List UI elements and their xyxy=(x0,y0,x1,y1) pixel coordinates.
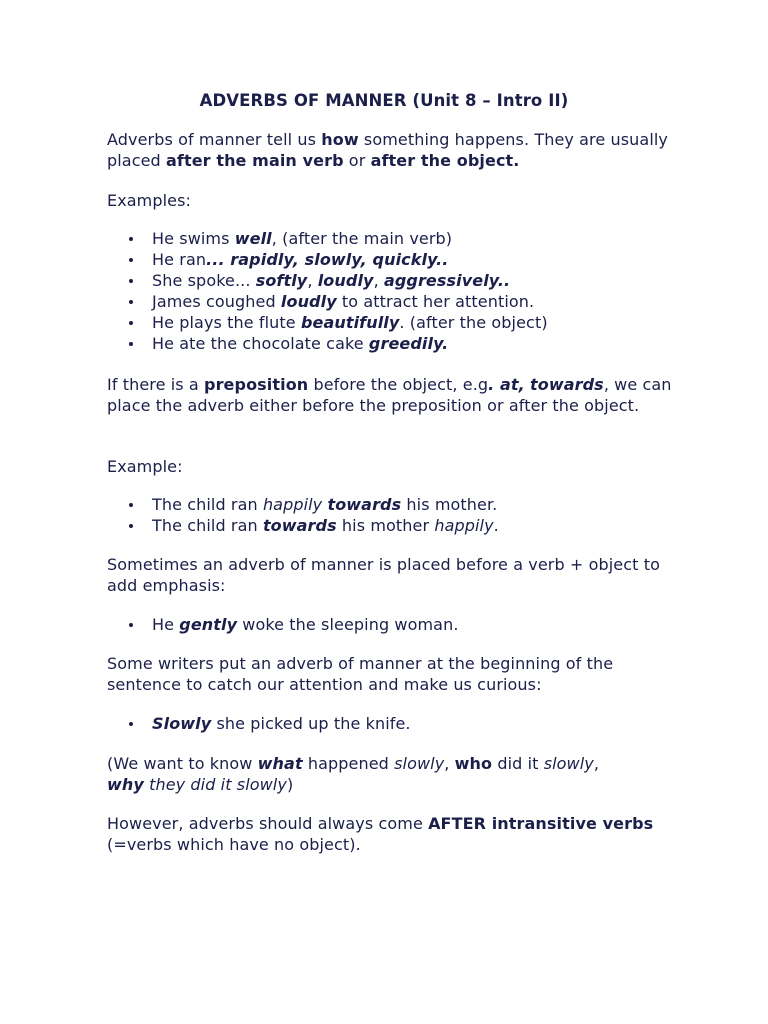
para-text: , xyxy=(593,754,600,773)
para-text: before the object, e.g xyxy=(308,375,489,394)
item-emphasis: towards xyxy=(327,495,402,514)
para-text: (We want to know xyxy=(107,754,258,773)
writers-paragraph: Some writers put an adverb of manner at the beginning of the sentence to catch our attention and make us curious: xyxy=(107,654,614,694)
list-item xyxy=(107,228,687,249)
item-text: his mother. xyxy=(401,495,498,514)
list-item xyxy=(107,249,687,270)
para-emphasis: towards xyxy=(530,375,604,394)
list-item xyxy=(107,713,687,734)
intro-paragraph xyxy=(107,129,687,171)
item-text: , xyxy=(307,271,318,290)
item-emphasis: loudly xyxy=(317,271,374,290)
para-text: did it xyxy=(492,754,544,773)
para-bold: who xyxy=(454,754,493,773)
item-italic: happily xyxy=(262,495,323,514)
item-text: James coughed xyxy=(152,292,281,311)
item-text: He ate the chocolate cake xyxy=(152,334,369,353)
bullet-icon xyxy=(129,258,133,262)
list-item xyxy=(107,494,687,515)
para-text: However, adverbs should always come xyxy=(107,814,429,833)
writers-list xyxy=(107,713,687,734)
para-emphasis: . at, xyxy=(488,375,525,394)
item-text: , xyxy=(292,250,305,269)
item-text: He plays the flute xyxy=(152,313,301,332)
list-item xyxy=(107,270,687,291)
list-item xyxy=(107,515,687,536)
para-emphasis: what xyxy=(257,754,303,773)
item-text: He ran xyxy=(152,250,207,269)
item-text: He swims xyxy=(152,229,235,248)
list-item xyxy=(107,291,687,312)
item-emphasis: Slowly xyxy=(152,714,212,733)
list-item xyxy=(107,333,687,354)
intro-bold-verb: after the main verb xyxy=(166,151,344,170)
item-text: , (after the main verb) xyxy=(271,229,453,248)
bullet-icon xyxy=(129,722,133,726)
list-item xyxy=(107,312,687,333)
item-text: woke the sleeping woman. xyxy=(237,615,459,634)
item-emphasis: greedily. xyxy=(368,334,449,353)
examples-label: Examples: xyxy=(107,191,192,210)
item-emphasis: aggressively.. xyxy=(383,271,511,290)
examples-list xyxy=(107,228,687,354)
item-italic: happily xyxy=(434,516,494,535)
item-emphasis: towards xyxy=(262,516,337,535)
example-label: Example: xyxy=(107,457,183,476)
item-text: , xyxy=(360,250,373,269)
item-text: She spoke... xyxy=(152,271,256,290)
bullet-icon xyxy=(129,623,133,627)
item-text: to attract her attention. xyxy=(336,292,535,311)
preposition-paragraph xyxy=(107,374,687,416)
intro-text: something happens. They are usually placed xyxy=(107,130,668,170)
para-bold: preposition xyxy=(204,375,309,394)
bullet-icon xyxy=(129,237,133,241)
emphasis-list xyxy=(107,614,687,635)
item-text: . xyxy=(493,516,499,535)
bullet-icon xyxy=(129,300,133,304)
bullet-icon xyxy=(129,321,133,325)
item-emphasis: slowly xyxy=(304,250,361,269)
item-text: , xyxy=(373,271,384,290)
bullet-icon xyxy=(129,279,133,283)
bullet-icon xyxy=(129,503,133,507)
para-text: (=verbs which have no object). xyxy=(107,835,361,854)
item-text: The child ran xyxy=(152,495,263,514)
curious-paragraph xyxy=(107,753,687,795)
para-text: , xyxy=(444,754,455,773)
list-item xyxy=(107,614,687,635)
item-emphasis: ... rapidly xyxy=(206,250,293,269)
examples2-list xyxy=(107,494,687,536)
intro-bold-object: after the object. xyxy=(370,151,520,170)
however-paragraph xyxy=(107,813,687,855)
emphasis-paragraph: Sometimes an adverb of manner is placed before a verb + object to add emphasis: xyxy=(107,555,660,595)
para-text: ) xyxy=(286,775,294,794)
item-text: . (after the object) xyxy=(399,313,548,332)
para-italic: slowly xyxy=(394,754,445,773)
para-text: happened xyxy=(302,754,395,773)
para-emphasis: why xyxy=(107,775,144,794)
para-text: If there is a xyxy=(107,375,205,394)
para-italic: they did it slowly xyxy=(143,775,287,794)
para-italic: slowly xyxy=(543,754,594,773)
item-emphasis: well xyxy=(234,229,272,248)
para-text: , we can place the adverb either before the preposition or after the object. xyxy=(107,375,672,415)
intro-bold-how: how xyxy=(321,130,359,149)
item-emphasis: beautifully xyxy=(300,313,400,332)
item-text: his mother xyxy=(336,516,435,535)
para-bold: AFTER intransitive verbs xyxy=(428,814,654,833)
intro-text: Adverbs of manner tell us xyxy=(107,130,322,149)
item-text: she picked up the knife. xyxy=(211,714,411,733)
item-emphasis: gently xyxy=(179,615,238,634)
bullet-icon xyxy=(129,524,133,528)
item-emphasis: quickly.. xyxy=(372,250,449,269)
item-text: He xyxy=(152,615,180,634)
item-text: The child ran xyxy=(152,516,263,535)
item-emphasis: loudly xyxy=(280,292,337,311)
intro-text: or xyxy=(343,151,371,170)
page-title: ADVERBS OF MANNER (Unit 8 – Intro II) xyxy=(199,91,569,110)
item-emphasis: softly xyxy=(255,271,308,290)
bullet-icon xyxy=(129,342,133,346)
